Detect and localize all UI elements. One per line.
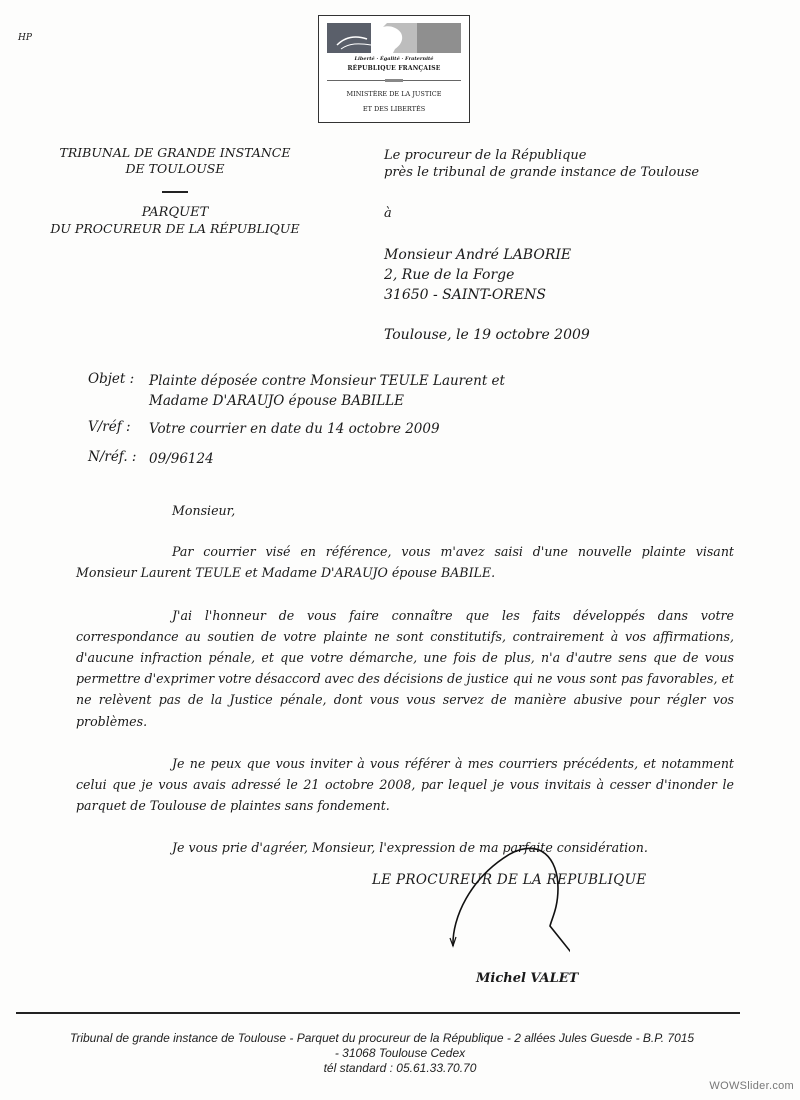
- closing: Je vous prie d'agréer, Monsieur, l'expression de ma parfaite considération.: [172, 840, 648, 856]
- handwritten-signature-icon: [440, 838, 570, 958]
- republic-name: RÉPUBLIQUE FRANÇAISE: [347, 65, 441, 72]
- to-word: à: [384, 206, 392, 221]
- ministry-name-line1: MINISTÈRE DE LA JUSTICE: [346, 90, 442, 98]
- letter-date: Toulouse, le 19 octobre 2009: [384, 327, 590, 343]
- reference-label: Objet :: [88, 371, 135, 387]
- footer: [0, 1031, 800, 1076]
- letter-body: [76, 500, 734, 859]
- watermark: WOWSlider.com: [709, 1080, 794, 1092]
- ministry-name-line2: ET DES LIBERTÉS: [362, 105, 426, 113]
- parquet-subtitle: DU PROCUREUR DE LA RÉPUBLIQUE: [50, 221, 300, 236]
- signatory-title: LE PROCUREUR DE LA REPUBLIQUE: [372, 872, 647, 888]
- salutation: Monsieur,: [172, 503, 236, 518]
- sender-block: [30, 145, 320, 237]
- reference-label: N/réf. :: [88, 449, 137, 465]
- header-divider: [162, 191, 188, 193]
- marianne-icon: [327, 23, 461, 53]
- reference-value: Votre courrier en date du 14 octobre 2009: [149, 421, 440, 437]
- court-name-line2: DE TOULOUSE: [125, 161, 225, 176]
- from-line1: Le procureur de la République: [384, 148, 587, 163]
- reference-label: V/réf :: [88, 419, 131, 435]
- reference-value: Plainte déposée contre Monsieur TEULE Laurent et Madame D'ARAUJO épouse BABILLE: [149, 373, 505, 409]
- parquet-label: PARQUET: [141, 205, 209, 220]
- republic-motto: Liberté · Égalité · Fraternité: [354, 56, 434, 62]
- footer-address-line2: - 31068 Toulouse Cedex: [334, 1046, 466, 1060]
- paragraph: Par courrier visé en référence, vous m'avez saisi d'une nouvelle plainte visant Monsieur Laurent TEULE et Madame D'ARAUJO épouse BABILE.: [76, 544, 734, 581]
- footer-phone: tél standard : 05.61.33.70.70: [323, 1061, 477, 1075]
- paragraph: J'ai l'honneur de vous faire connaître que les faits développés dans votre correspondance au soutien de votre plainte ne sont constitutifs, contrairement à vos affirmations, d'aucune infraction pénale, et que votre démarche, une fois de plus, n'a d'autre sens que de vous permettre d'exprimer votre désaccord avec des décisions de justice qui ne vous sont pas favorables, et ne relèvent pas de la Justice pénale, dont vous vous servez de manière abusive pour régler vos problèmes.: [76, 607, 734, 729]
- corner-mark: HP: [18, 33, 32, 43]
- recipient-address: [384, 245, 571, 305]
- recipient-street: 2, Rue de la Forge: [384, 267, 515, 283]
- from-line2: près le tribunal de grande instance de Toulouse: [384, 165, 700, 180]
- recipient-city: 31650 - SAINT-ORENS: [384, 287, 546, 303]
- from-block: [384, 147, 699, 181]
- reference-value: 09/96124: [149, 451, 214, 467]
- recipient-name: Monsieur André LABORIE: [384, 247, 572, 263]
- footer-divider: [16, 1012, 740, 1014]
- logo-divider: [327, 80, 461, 81]
- footer-address-line1: Tribunal de grande instance de Toulouse - Parquet du procureur de la République - 2 allées Jules Guesde - B.P. 7015: [69, 1031, 695, 1045]
- ministry-logo: [318, 15, 470, 123]
- signatory-name: Michel VALET: [476, 971, 579, 986]
- court-name-line1: TRIBUNAL DE GRANDE INSTANCE: [59, 145, 291, 160]
- paragraph: Je ne peux que vous inviter à vous référer à mes courriers précédents, et notamment celui que je vous avais adressé le 21 octobre 2008, par lequel je vous invitais à cesser d'inonder le parquet de Toulouse de plaintes sans fondement.: [76, 755, 734, 814]
